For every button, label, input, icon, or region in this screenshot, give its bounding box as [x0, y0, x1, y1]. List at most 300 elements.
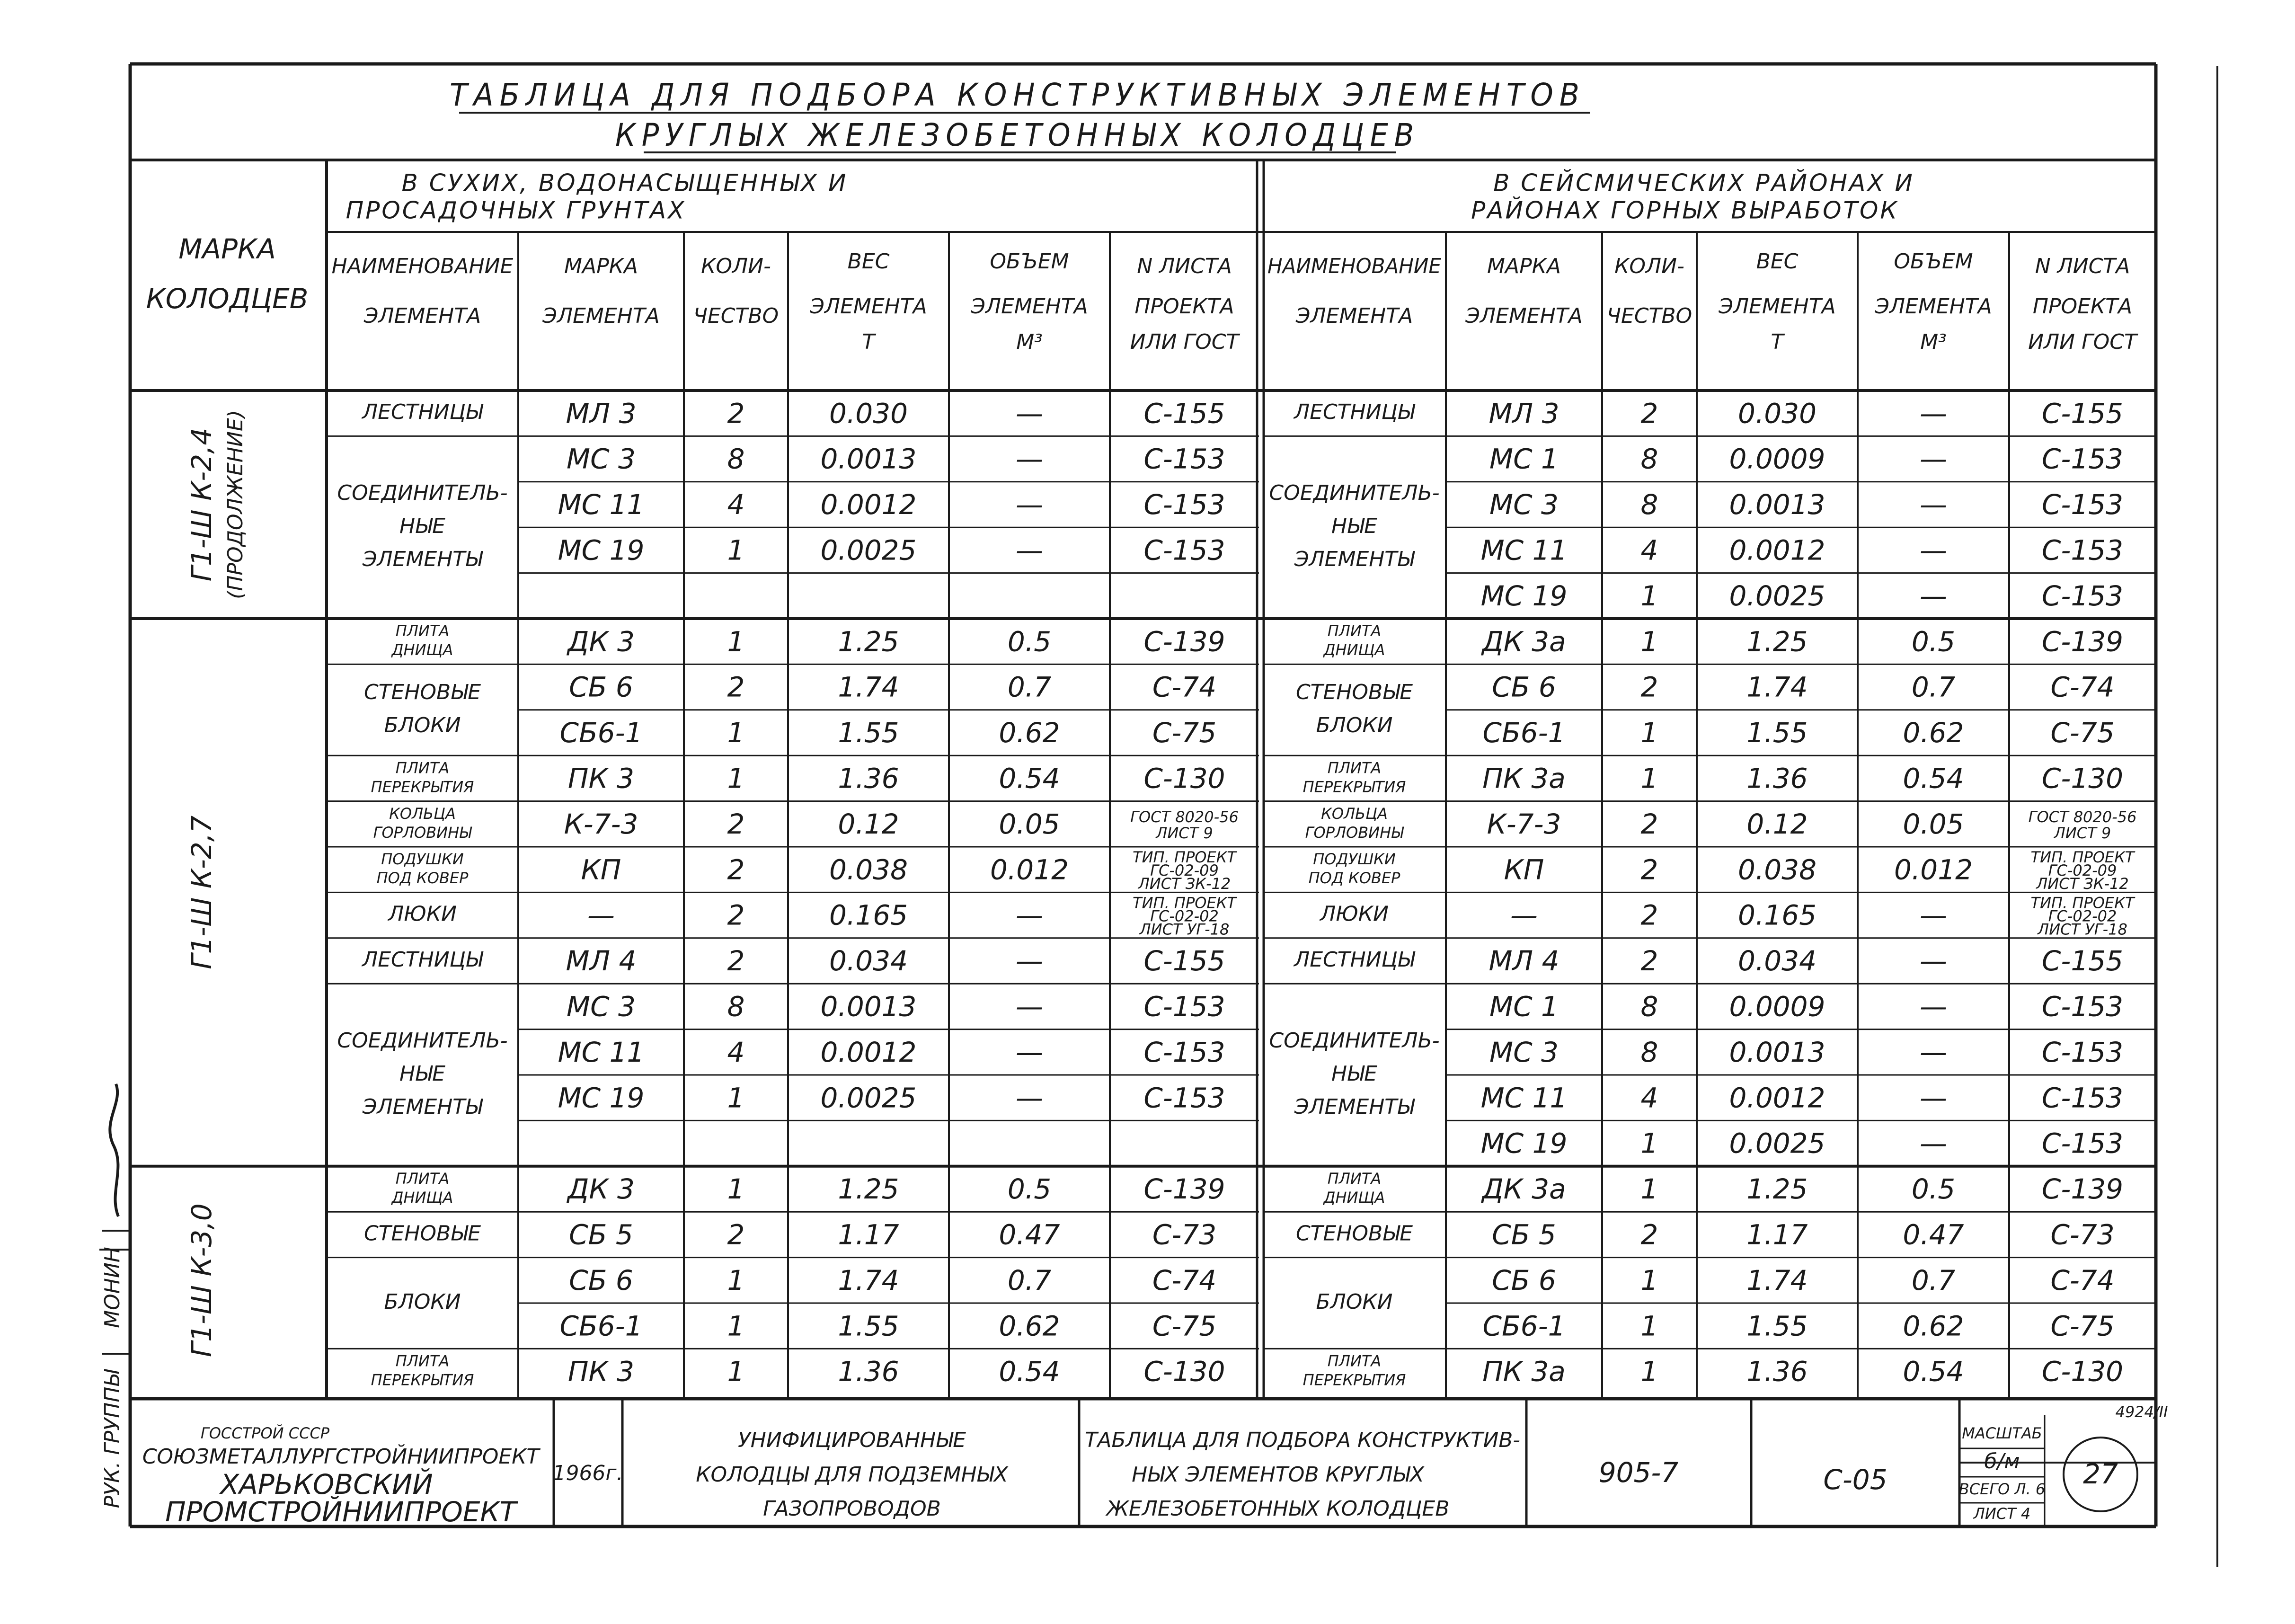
- element-mark-right: МС 3: [1489, 1036, 1559, 1068]
- element-qty-left: 4: [727, 1036, 745, 1068]
- element-weight-right: 0.0009: [1729, 990, 1825, 1023]
- col-mark-header-right: МАРКА: [1487, 254, 1561, 278]
- element-mark-left: СБ6-1: [559, 1310, 643, 1342]
- element-qty-left: 2: [727, 1218, 745, 1251]
- col-volume-header-left-2: ЭЛЕМЕНТА: [971, 294, 1088, 319]
- sheet-ref-left: С-74: [1152, 1264, 1217, 1296]
- sheet-ref-left: ТИП. ПРОЕКТ: [1133, 894, 1236, 912]
- sheet-ref-left: ГОСТ 8020-56: [1130, 808, 1239, 826]
- element-volume-right: 0.012: [1894, 853, 1973, 886]
- element-weight-right: 1.55: [1746, 717, 1808, 749]
- element-mark-left: МС 19: [558, 1082, 645, 1114]
- element-qty-right: 2: [1640, 671, 1658, 703]
- sheet-ref-left: С-139: [1143, 1173, 1225, 1206]
- year: 1966г.: [552, 1461, 623, 1485]
- sheet-title-line2: НЫХ ЭЛЕМЕНТОВ КРУГЛЫХ: [1132, 1463, 1424, 1487]
- element-mark-left: К-7-3: [564, 808, 638, 840]
- sheet-ref-left: С-139: [1143, 625, 1225, 658]
- element-qty-right: 8: [1640, 1036, 1658, 1068]
- element-qty-left: 1: [727, 1355, 745, 1388]
- element-name-left: ПЕРЕКРЫТИЯ: [371, 778, 474, 796]
- sheet-ref-left: С-155: [1143, 397, 1225, 430]
- element-weight-right: 0.038: [1737, 853, 1817, 886]
- element-weight-left: 1.17: [838, 1218, 899, 1251]
- element-volume-left: 0.5: [1007, 625, 1052, 658]
- element-name-right: ЭЛЕМЕНТЫ: [1294, 1095, 1415, 1119]
- element-weight-right: 0.0013: [1729, 1036, 1825, 1068]
- sheet-ref-left: С-73: [1152, 1218, 1217, 1251]
- sheet-ref-right: С-153: [2041, 1036, 2124, 1068]
- element-mark-right: СБ6-1: [1482, 1310, 1566, 1342]
- sheet-ref-right: С-153: [2041, 579, 2124, 612]
- sheet-ref-right: С-153: [2041, 443, 2124, 475]
- col-name-header-left: НАИМЕНОВАНИЕ: [331, 254, 514, 278]
- element-weight-right: 0.0025: [1729, 579, 1825, 612]
- sheet-ref-right: ЛИСТ ЗК-12: [2036, 875, 2129, 893]
- element-qty-left: 1: [727, 762, 745, 795]
- approval-signature: [110, 1084, 118, 1216]
- org-line3: ХАРЬКОВСКИЙ: [220, 1468, 433, 1501]
- element-name-left: КОЛЬЦА: [389, 804, 456, 823]
- element-name-right: ЛЮКИ: [1320, 902, 1389, 926]
- element-qty-right: 2: [1640, 808, 1658, 840]
- sheet-ref-left: С-153: [1143, 990, 1225, 1023]
- element-volume-right: 0.7: [1911, 671, 1956, 703]
- element-volume-left: —: [1016, 443, 1043, 475]
- sheet-ref-right: С-130: [2041, 762, 2124, 795]
- sheet-ref-left: С-155: [1143, 945, 1225, 977]
- sheet-ref-right: ТИП. ПРОЕКТ: [2030, 894, 2135, 912]
- element-weight-right: 1.17: [1746, 1218, 1808, 1251]
- element-weight-left: 1.74: [838, 1264, 899, 1296]
- col-sheet-header-right: N ЛИСТА: [2035, 254, 2130, 278]
- element-weight-right: 0.165: [1737, 899, 1817, 932]
- sheet-ref-right: ГОСТ 8020-56: [2028, 808, 2137, 826]
- element-volume-right: —: [1920, 990, 1947, 1023]
- element-mark-right: КП: [1504, 853, 1544, 886]
- element-mark-left: МС 3: [567, 990, 636, 1023]
- element-volume-left: —: [1016, 945, 1043, 977]
- element-name-left: ПЕРЕКРЫТИЯ: [371, 1371, 474, 1389]
- element-mark-left: ДК 3: [567, 625, 635, 658]
- table-title-line2: КРУГЛЫХ ЖЕЛЕЗОБЕТОННЫХ КОЛОДЦЕВ: [615, 117, 1420, 154]
- element-weight-left: 0.0012: [820, 488, 917, 521]
- element-volume-left: 0.47: [999, 1218, 1060, 1251]
- approval-name: МОНИН: [100, 1247, 124, 1328]
- element-volume-left: 0.62: [999, 717, 1060, 749]
- sheet-ref-right: ГС-02-09: [2048, 861, 2117, 880]
- element-name-left: ЭЛЕМЕНТЫ: [362, 547, 483, 572]
- element-weight-right: 1.36: [1746, 1355, 1808, 1388]
- project-line2: КОЛОДЦЫ ДЛЯ ПОДЗЕМНЫХ: [696, 1463, 1008, 1487]
- element-mark-right: ДК 3а: [1482, 625, 1566, 658]
- element-name-left: ПОДУШКИ: [381, 850, 464, 869]
- element-weight-right: 0.0012: [1729, 1082, 1825, 1114]
- sheet-title-line3: ЖЕЛЕЗОБЕТОННЫХ КОЛОДЦЕВ: [1106, 1497, 1450, 1521]
- element-weight-left: 0.038: [829, 853, 908, 886]
- element-mark-left: МС 11: [558, 1036, 645, 1068]
- element-name-left: ГОРЛОВИНЫ: [373, 823, 472, 842]
- sheet-ref-left: С-130: [1143, 1355, 1225, 1388]
- scale-label: МАСШТАБ: [1962, 1424, 2042, 1442]
- element-qty-right: 2: [1640, 945, 1658, 977]
- element-weight-left: 0.0013: [820, 990, 917, 1023]
- element-weight-left: 0.0025: [820, 534, 917, 567]
- header-mark-l2: КОЛОДЦЕВ: [146, 283, 309, 315]
- col-volume-header-left-3: М³: [1016, 330, 1043, 354]
- element-qty-right: 8: [1640, 443, 1658, 475]
- element-mark-left: ДК 3: [567, 1173, 635, 1206]
- element-volume-right: —: [1920, 1036, 1947, 1068]
- col-weight-header-right-2: ЭЛЕМЕНТА: [1719, 294, 1836, 319]
- element-mark-right: ПК 3а: [1482, 762, 1566, 795]
- sheet-ref-right: С-139: [2041, 1173, 2124, 1206]
- series-number: 905-7: [1598, 1456, 1679, 1489]
- element-weight-left: 1.74: [838, 671, 899, 703]
- element-name-left: СОЕДИНИТЕЛЬ-: [337, 481, 508, 506]
- element-name-right: НЫЕ: [1331, 514, 1377, 539]
- well-mark-1: Г1-Ш К-2,4: [186, 427, 218, 582]
- element-qty-right: 4: [1640, 534, 1658, 567]
- element-mark-left: КП: [581, 853, 621, 886]
- element-name-right: ПЕРЕКРЫТИЯ: [1303, 778, 1406, 796]
- element-name-right: ЛЕСТНИЦЫ: [1294, 400, 1415, 425]
- element-weight-right: 1.25: [1746, 625, 1808, 658]
- element-name-right: ПОД КОВЕР: [1308, 869, 1400, 887]
- element-volume-left: 0.7: [1007, 671, 1052, 703]
- element-weight-right: 0.0013: [1729, 488, 1825, 521]
- sheet-ref-right: С-74: [2050, 671, 2115, 703]
- element-volume-right: 0.62: [1903, 1310, 1964, 1342]
- element-volume-right: —: [1920, 899, 1947, 932]
- group-dry-l1: В СУХИХ, ВОДОНАСЫЩЕННЫХ И: [401, 169, 848, 197]
- element-qty-right: 2: [1640, 853, 1658, 886]
- sheet-ref-left: С-153: [1143, 1036, 1225, 1068]
- sheet-ref-right: ТИП. ПРОЕКТ: [2030, 848, 2135, 867]
- element-qty-left: 1: [727, 1310, 745, 1342]
- element-name-left: ПЛИТА: [395, 1352, 450, 1370]
- element-mark-right: МС 11: [1480, 534, 1568, 567]
- col-volume-header-left: ОБЪЕМ: [990, 249, 1069, 274]
- element-weight-left: 0.0013: [820, 443, 917, 475]
- sheet-ref-right: С-74: [2050, 1264, 2115, 1296]
- element-name-right: ПЛИТА: [1327, 1170, 1382, 1188]
- element-volume-left: —: [1016, 534, 1043, 567]
- element-name-left: ЭЛЕМЕНТЫ: [362, 1095, 483, 1119]
- approval-role: РУК. ГРУППЫ: [100, 1369, 124, 1509]
- element-mark-right: СБ 6: [1492, 1264, 1556, 1296]
- element-mark-right: МС 3: [1489, 488, 1559, 521]
- element-weight-right: 0.12: [1746, 808, 1808, 840]
- table-title-line1: ТАБЛИЦА ДЛЯ ПОДБОРА КОНСТРУКТИВНЫХ ЭЛЕМЕНТОВ: [450, 77, 1586, 114]
- element-qty-right: 1: [1640, 1355, 1658, 1388]
- element-weight-right: 0.0012: [1729, 534, 1825, 567]
- element-name-right: ПЛИТА: [1327, 1352, 1382, 1370]
- element-mark-left: СБ 6: [569, 671, 633, 703]
- well-mark-2: Г1-Ш К-2,7: [186, 815, 218, 969]
- well-mark-note: (ПРОДОЛЖЕНИЕ): [223, 410, 248, 599]
- element-name-right: ДНИЩА: [1323, 641, 1385, 659]
- element-qty-left: 1: [727, 1264, 745, 1296]
- element-name-right: НЫЕ: [1331, 1062, 1377, 1086]
- sheet-ref-left: ЛИСТ 9: [1156, 824, 1213, 842]
- element-mark-left: МС 19: [558, 534, 645, 567]
- element-mark-left: МЛ 3: [566, 397, 637, 430]
- sheet-ref-left: ЛИСТ ЗК-12: [1138, 875, 1231, 893]
- element-volume-right: —: [1920, 1127, 1947, 1160]
- col-sheet-header-left-3: ИЛИ ГОСТ: [1130, 330, 1239, 354]
- col-weight-header-left-3: Т: [862, 330, 875, 354]
- element-qty-right: 1: [1640, 1310, 1658, 1342]
- element-weight-left: 1.25: [838, 625, 899, 658]
- element-mark-left: МЛ 4: [566, 945, 637, 977]
- element-mark-left: СБ 6: [569, 1264, 633, 1296]
- sheet-ref-right: С-155: [2041, 945, 2124, 977]
- element-name-right: СОЕДИНИТЕЛЬ-: [1269, 1029, 1440, 1053]
- element-name-left: ЛЕСТНИЦЫ: [362, 948, 483, 972]
- element-weight-right: 1.25: [1746, 1173, 1808, 1206]
- element-name-left: ЛЕСТНИЦЫ: [362, 400, 483, 425]
- element-volume-right: 0.5: [1911, 625, 1956, 658]
- element-weight-left: 0.034: [829, 945, 908, 977]
- element-volume-right: —: [1920, 488, 1947, 521]
- col-qty-header-left-2: ЧЕСТВО: [693, 304, 779, 328]
- element-qty-left: 1: [727, 1082, 745, 1114]
- sheet-ref-left: ЛИСТ УГ-18: [1139, 920, 1230, 939]
- element-volume-right: 0.47: [1903, 1218, 1964, 1251]
- group-seismic-l2: РАЙОНАХ ГОРНЫХ ВЫРАБОТОК: [1471, 196, 1899, 224]
- element-mark-left: ПК 3: [567, 762, 635, 795]
- element-qty-right: 1: [1640, 717, 1658, 749]
- element-name-left: ЛЮКИ: [388, 902, 457, 926]
- sheet-ref-right: С-153: [2041, 1082, 2124, 1114]
- element-qty-left: 2: [727, 853, 745, 886]
- element-mark-right: МС 11: [1480, 1082, 1568, 1114]
- element-weight-right: 1.74: [1746, 1264, 1808, 1296]
- element-weight-right: 1.74: [1746, 671, 1808, 703]
- element-volume-right: —: [1920, 945, 1947, 977]
- element-mark-left: ПК 3: [567, 1355, 635, 1388]
- element-mark-right: СБ 6: [1492, 671, 1556, 703]
- element-mark-right: ДК 3а: [1482, 1173, 1566, 1206]
- element-mark-right: СБ 5: [1492, 1218, 1556, 1251]
- col-sheet-header-left: N ЛИСТА: [1137, 254, 1232, 278]
- element-mark-left: СБ6-1: [559, 717, 643, 749]
- element-weight-left: 1.36: [838, 762, 899, 795]
- element-weight-right: 1.36: [1746, 762, 1808, 795]
- col-mark-header-right-2: ЭЛЕМЕНТА: [1465, 304, 1583, 328]
- sheet-number: ЛИСТ 4: [1973, 1505, 2031, 1523]
- org-line2: СОЮЗМЕТАЛЛУРГСТРОЙНИИПРОЕКТ: [142, 1445, 540, 1469]
- element-mark-right: МС 1: [1489, 443, 1559, 475]
- well-mark-3: Г1-Ш К-3,0: [186, 1203, 218, 1358]
- element-volume-right: 0.5: [1911, 1173, 1956, 1206]
- element-name-left: СОЕДИНИТЕЛЬ-: [337, 1029, 508, 1053]
- element-qty-left: 2: [727, 671, 745, 703]
- element-name-right: СТЕНОВЫЕ: [1295, 1221, 1413, 1246]
- sheet-ref-left: С-153: [1143, 1082, 1225, 1114]
- element-volume-left: —: [1016, 397, 1043, 430]
- element-weight-left: 1.25: [838, 1173, 899, 1206]
- element-volume-right: —: [1920, 1082, 1947, 1114]
- element-name-left: НЫЕ: [399, 1062, 445, 1086]
- col-name-header-right-2: ЭЛЕМЕНТА: [1295, 304, 1413, 328]
- sheet-ref-right: С-153: [2041, 534, 2124, 567]
- col-qty-header-right-2: ЧЕСТВО: [1606, 304, 1692, 328]
- element-mark-right: МС 19: [1480, 579, 1568, 612]
- element-volume-right: 0.54: [1903, 762, 1964, 795]
- element-mark-left: —: [587, 899, 615, 932]
- element-name-right: ЭЛЕМЕНТЫ: [1294, 547, 1415, 572]
- element-weight-left: 1.55: [838, 717, 899, 749]
- element-qty-right: 2: [1640, 899, 1658, 932]
- sheet-ref-left: ТИП. ПРОЕКТ: [1133, 848, 1236, 867]
- sheet-ref-left: ГС-02-02: [1150, 907, 1219, 925]
- element-qty-right: 1: [1640, 762, 1658, 795]
- element-qty-right: 8: [1640, 990, 1658, 1023]
- element-qty-right: 8: [1640, 488, 1658, 521]
- element-weight-right: 0.030: [1737, 397, 1817, 430]
- element-volume-left: 0.012: [990, 853, 1069, 886]
- element-mark-left: МС 11: [558, 488, 645, 521]
- element-name-left: ПЛИТА: [395, 1170, 450, 1188]
- element-volume-right: —: [1920, 579, 1947, 612]
- element-qty-right: 4: [1640, 1082, 1658, 1114]
- col-qty-header-left: КОЛИ-: [701, 254, 771, 278]
- scale-value: б/м: [1984, 1449, 2020, 1473]
- element-volume-right: —: [1920, 397, 1947, 430]
- element-name-left: ПОД КОВЕР: [376, 869, 469, 887]
- sheet-ref-left: ГС-02-09: [1150, 861, 1219, 880]
- element-weight-left: 1.55: [838, 1310, 899, 1342]
- element-name-right: ПОДУШКИ: [1313, 850, 1396, 869]
- element-qty-right: 2: [1640, 1218, 1658, 1251]
- element-qty-right: 2: [1640, 397, 1658, 430]
- drawing-code: С-05: [1823, 1464, 1887, 1496]
- ref-number: 4924/II: [2115, 1403, 2168, 1421]
- element-mark-right: МЛ 4: [1489, 945, 1560, 977]
- col-sheet-header-left-2: ПРОЕКТА: [1134, 294, 1234, 319]
- element-name-left: БЛОКИ: [384, 1290, 461, 1314]
- sheet-ref-right: С-155: [2041, 397, 2124, 430]
- element-name-right: БЛОКИ: [1316, 713, 1393, 737]
- element-mark-right: К-7-3: [1487, 808, 1561, 840]
- sheet-ref-left: С-75: [1152, 717, 1217, 749]
- sheet-ref-left: С-130: [1143, 762, 1225, 795]
- sheet-ref-right: С-153: [2041, 488, 2124, 521]
- element-volume-left: 0.7: [1007, 1264, 1052, 1296]
- element-qty-right: 1: [1640, 1173, 1658, 1206]
- element-volume-left: —: [1016, 899, 1043, 932]
- element-name-left: БЛОКИ: [384, 713, 461, 737]
- element-mark-right: СБ6-1: [1482, 717, 1566, 749]
- col-mark-header-left-2: ЭЛЕМЕНТА: [542, 304, 660, 328]
- element-weight-right: 0.034: [1737, 945, 1817, 977]
- element-volume-right: 0.05: [1903, 808, 1964, 840]
- element-mark-right: МЛ 3: [1489, 397, 1560, 430]
- element-volume-right: —: [1920, 534, 1947, 567]
- element-weight-right: 1.55: [1746, 1310, 1808, 1342]
- col-qty-header-right: КОЛИ-: [1614, 254, 1684, 278]
- element-name-left: СТЕНОВЫЕ: [363, 680, 481, 704]
- element-name-right: ПЛИТА: [1327, 622, 1382, 640]
- element-qty-right: 1: [1640, 625, 1658, 658]
- element-weight-left: 1.36: [838, 1355, 899, 1388]
- element-volume-left: —: [1016, 1082, 1043, 1114]
- element-weight-left: 0.0012: [820, 1036, 917, 1068]
- element-name-right: СТЕНОВЫЕ: [1295, 680, 1413, 704]
- element-volume-left: —: [1016, 488, 1043, 521]
- element-weight-right: 0.0009: [1729, 443, 1825, 475]
- sheet-ref-right: ЛИСТ УГ-18: [2038, 920, 2127, 939]
- element-name-right: ГОРЛОВИНЫ: [1305, 823, 1404, 842]
- element-volume-left: 0.05: [999, 808, 1060, 840]
- element-volume-right: 0.7: [1911, 1264, 1956, 1296]
- element-qty-right: 1: [1640, 1127, 1658, 1160]
- sheet-ref-left: С-75: [1152, 1310, 1217, 1342]
- element-volume-right: 0.62: [1903, 717, 1964, 749]
- header-mark-l1: МАРКА: [178, 233, 276, 266]
- element-qty-right: 1: [1640, 1264, 1658, 1296]
- element-volume-right: 0.54: [1903, 1355, 1964, 1388]
- element-name-right: ПЛИТА: [1327, 759, 1382, 777]
- element-qty-left: 4: [727, 488, 745, 521]
- org-line4: ПРОМСТРОЙНИИПРОЕКТ: [165, 1496, 517, 1528]
- col-weight-header-left-2: ЭЛЕМЕНТА: [810, 294, 927, 319]
- sheet-ref-right: С-139: [2041, 625, 2124, 658]
- sheet-ref-left: С-74: [1152, 671, 1217, 703]
- sheet-ref-right: С-130: [2041, 1355, 2124, 1388]
- element-qty-left: 2: [727, 397, 745, 430]
- group-dry-l2: ПРОСАДОЧНЫХ ГРУНТАХ: [346, 196, 686, 224]
- element-volume-left: 0.54: [999, 1355, 1060, 1388]
- sheet-ref-right: С-75: [2050, 1310, 2115, 1342]
- element-name-left: СТЕНОВЫЕ: [363, 1221, 481, 1246]
- element-mark-left: СБ 5: [569, 1218, 633, 1251]
- col-mark-header-left: МАРКА: [564, 254, 638, 278]
- group-seismic-l1: В СЕЙСМИЧЕСКИХ РАЙОНАХ И: [1493, 169, 1914, 197]
- element-volume-left: —: [1016, 990, 1043, 1023]
- sheet-ref-right: С-73: [2050, 1218, 2115, 1251]
- col-name-header-left-2: ЭЛЕМЕНТА: [363, 304, 481, 328]
- element-qty-left: 1: [727, 534, 745, 567]
- element-qty-left: 1: [727, 717, 745, 749]
- col-weight-header-left: ВЕС: [847, 249, 890, 274]
- page-number: 27: [2083, 1458, 2118, 1491]
- element-name-right: КОЛЬЦА: [1321, 804, 1388, 823]
- element-qty-left: 1: [727, 625, 745, 658]
- element-weight-left: 0.12: [838, 808, 899, 840]
- sheet-title-line1: ТАБЛИЦА ДЛЯ ПОДБОРА КОНСТРУКТИВ-: [1085, 1428, 1520, 1452]
- sheet-ref-right: ЛИСТ 9: [2054, 824, 2111, 842]
- element-name-left: ДНИЩА: [391, 641, 453, 659]
- col-volume-header-right-3: М³: [1920, 330, 1947, 354]
- sheet-ref-right: С-75: [2050, 717, 2115, 749]
- element-weight-left: 0.030: [829, 397, 908, 430]
- col-volume-header-right-2: ЭЛЕМЕНТА: [1875, 294, 1992, 319]
- element-mark-right: МС 19: [1480, 1127, 1568, 1160]
- element-qty-right: 1: [1640, 579, 1658, 612]
- element-name-left: ПЛИТА: [395, 759, 450, 777]
- element-qty-left: 8: [727, 990, 745, 1023]
- element-qty-left: 2: [727, 899, 745, 932]
- element-name-right: ДНИЩА: [1323, 1189, 1385, 1207]
- element-qty-left: 2: [727, 808, 745, 840]
- element-qty-left: 8: [727, 443, 745, 475]
- element-name-right: БЛОКИ: [1316, 1290, 1393, 1314]
- element-name-right: ЛЕСТНИЦЫ: [1294, 948, 1415, 972]
- element-qty-left: 1: [727, 1173, 745, 1206]
